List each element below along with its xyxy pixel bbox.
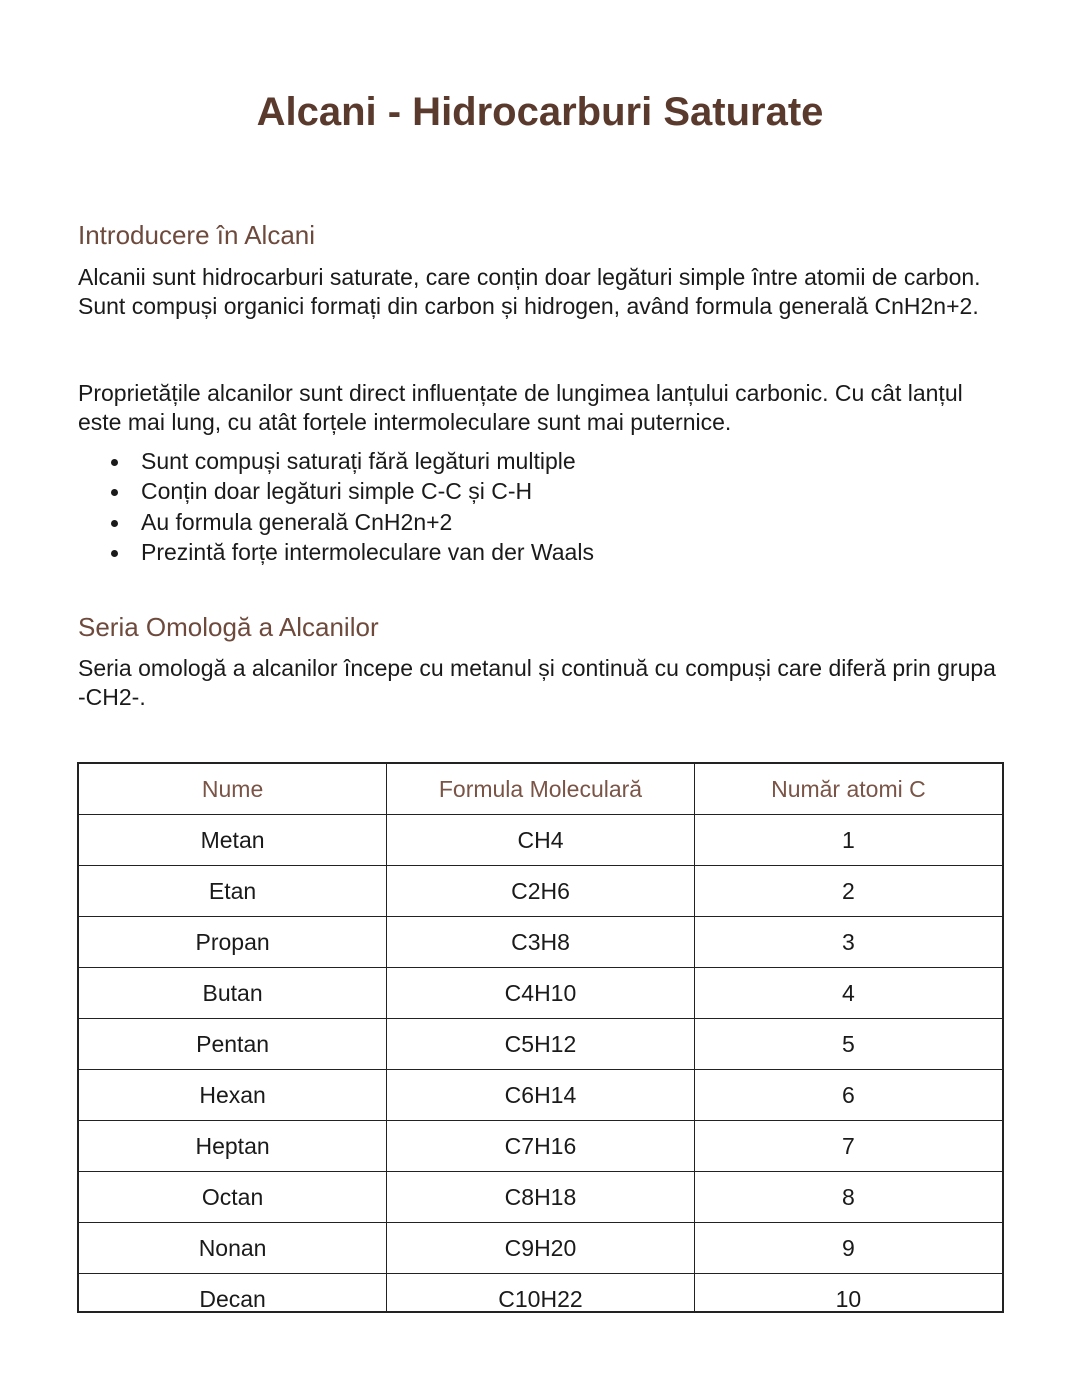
table-row [79,968,1002,1019]
cell-name: Butan [79,968,387,1019]
cell-carbon-count: 3 [694,917,1002,968]
cell-name: Hexan [79,1070,387,1121]
table-row [79,1172,1002,1223]
cell-formula: C8H18 [387,1172,695,1223]
series-heading: Seria Omologă a Alcanilor [78,612,379,642]
series-paragraph: Seria omologă a alcanilor începe cu metanul și continuă cu compuși care diferă prin grupa -CH2-. [78,655,996,710]
page-title: Alcani - Hidrocarburi Saturate [256,90,824,134]
table-row [79,866,1002,917]
list-item [78,476,594,506]
properties-list [78,446,594,567]
cell-name: Etan [79,866,387,917]
cell-name: Octan [79,1172,387,1223]
cell-formula: C4H10 [387,968,695,1019]
cell-carbon-count: 7 [694,1121,1002,1172]
cell-carbon-count: 9 [694,1223,1002,1274]
table-row [79,1121,1002,1172]
cell-name: Pentan [79,1019,387,1070]
column-header-name: Nume [79,764,387,815]
table-row [79,1019,1002,1070]
table-row [79,1223,1002,1274]
intro-paragraph-2: Proprietățile alcanilor sunt direct influențate de lungimea lanțului carbonic. Cu cât lanțul este mai lung, cu atât forțele intermoleculare sunt mai puternice. [78,380,963,435]
table-header-row [79,764,1002,815]
list-item-text: Conțin doar legături simple C-C și C-H [141,478,533,505]
cell-carbon-count: 5 [694,1019,1002,1070]
intro-paragraph-1: Alcanii sunt hidrocarburi saturate, care conțin doar legături simple între atomii de carbon. Sunt compuși organici formați din carbon și hidrogen, având formula generală CnH2n+2. [78,264,981,319]
cell-carbon-count: 10 [694,1274,1002,1314]
column-header-formula: Formula Moleculară [387,764,695,815]
table-row [79,1070,1002,1121]
cell-formula: C2H6 [387,866,695,917]
cell-formula: C5H12 [387,1019,695,1070]
table-row [79,1274,1002,1314]
list-item [78,537,594,567]
intro-heading: Introducere în Alcani [78,220,316,250]
bullet-dot-icon [111,550,118,557]
list-item [78,446,594,476]
list-item [78,507,594,537]
cell-carbon-count: 1 [694,815,1002,866]
cell-carbon-count: 8 [694,1172,1002,1223]
cell-name: Decan [79,1274,387,1314]
bullet-dot-icon [111,520,118,527]
cell-carbon-count: 2 [694,866,1002,917]
cell-carbon-count: 6 [694,1070,1002,1121]
cell-name: Propan [79,917,387,968]
list-item-text: Sunt compuși saturați fără legături multiple [141,448,576,474]
cell-formula: C9H20 [387,1223,695,1274]
cell-formula: C10H22 [387,1274,695,1314]
cell-name: Metan [79,815,387,866]
list-item-text: Au formula generală CnH2n+2 [141,508,453,535]
cell-formula: C7H16 [387,1121,695,1172]
cell-carbon-count: 4 [694,968,1002,1019]
table-row [79,917,1002,968]
table-row [79,815,1002,866]
cell-formula: CH4 [387,815,695,866]
bullet-dot-icon [111,459,118,466]
alkanes-table-container [77,762,1004,1313]
cell-name: Heptan [79,1121,387,1172]
column-header-carbon-count: Număr atomi C [694,764,1002,815]
list-item-text: Prezintă forțe intermoleculare van der Waals [141,538,594,565]
cell-formula: C3H8 [387,917,695,968]
cell-name: Nonan [79,1223,387,1274]
cell-formula: C6H14 [387,1070,695,1121]
alkanes-table [79,764,1002,1313]
bullet-dot-icon [111,489,118,496]
